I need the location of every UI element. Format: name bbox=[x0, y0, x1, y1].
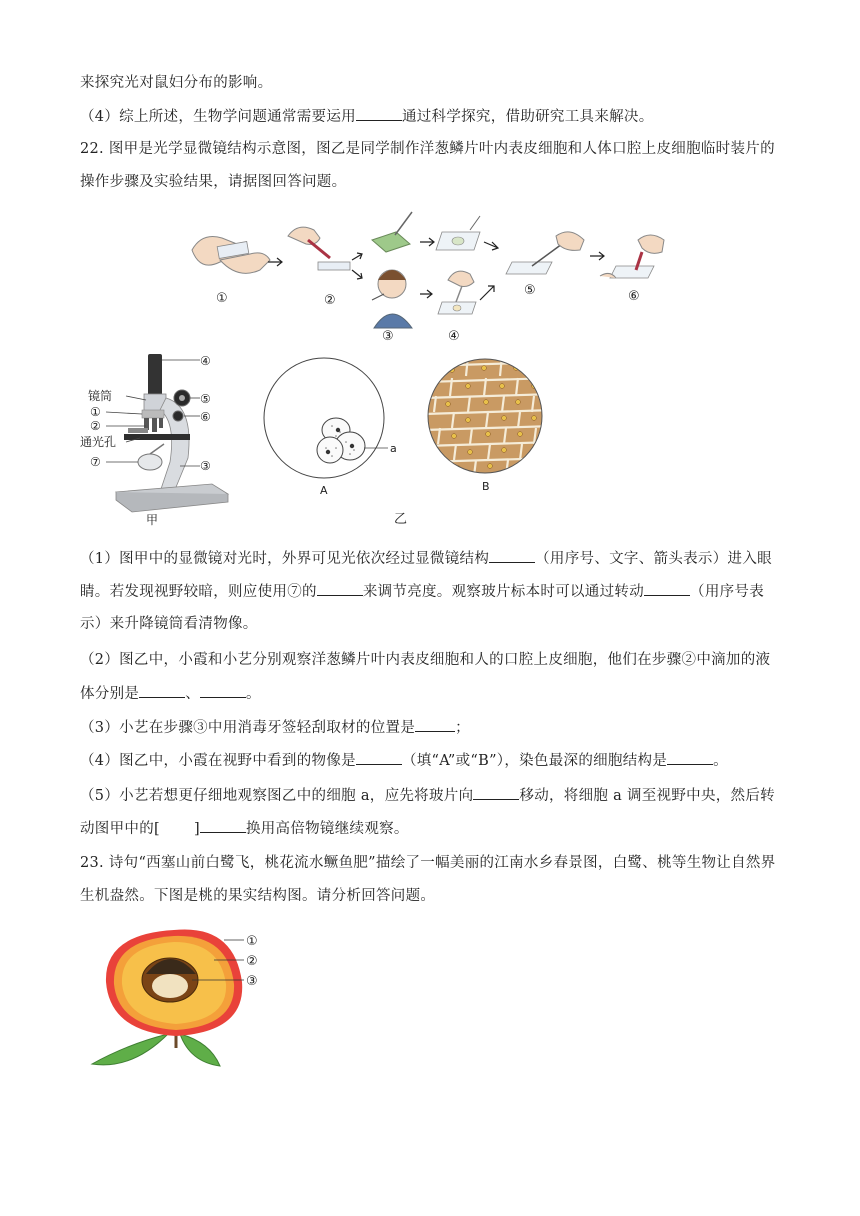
label-1: ① bbox=[90, 405, 101, 419]
question-23-line-2: 生机盎然。下图是桃的果实结构图。请分析回答问题。 bbox=[80, 888, 436, 904]
question-22-line-1: 22. 图甲是光学显微镜结构示意图，图乙是同学制作洋葱鳞片叶内表皮细胞和人体口腔上皮细胞临时装片的 bbox=[80, 141, 775, 157]
question-22-line-2: 操作步骤及实验结果，请据图回答问题。 bbox=[80, 174, 347, 190]
text-line-1: 来探究光对鼠妇分布的影响。 bbox=[80, 75, 273, 91]
sub-question-1-line-1: （1）图甲中的显微镜对光时，外界可见光依次经过显微镜结构 （用序号、文字、箭头表示）进入眼 bbox=[80, 548, 772, 569]
peach-label-1: ① bbox=[246, 934, 258, 949]
sub-question-5-line-1: （5）小艺若想更仔细地观察图乙中的细胞 a，应先将玻片向 移动，将细胞 a 调至视野中央，然后转 bbox=[80, 785, 775, 806]
view-a-figure bbox=[262, 356, 422, 506]
view-b-label: B bbox=[482, 480, 490, 493]
step-2-drawing bbox=[288, 227, 350, 270]
step-1-drawing bbox=[192, 237, 270, 274]
label-6: ⑥ bbox=[200, 410, 211, 424]
label-hole: 通光孔 bbox=[80, 435, 117, 449]
cell-a-label: a bbox=[390, 442, 397, 455]
step-6-drawing bbox=[600, 235, 664, 278]
caption-jia: 甲 bbox=[146, 513, 159, 527]
view-b-figure bbox=[424, 356, 554, 496]
onion-peel-drawing bbox=[372, 212, 412, 252]
person-step-3-drawing bbox=[372, 270, 412, 328]
step-label-5: ⑤ bbox=[524, 283, 536, 298]
label-4: ④ bbox=[200, 354, 211, 368]
sub-question-2-line-1: （2）图乙中，小霞和小艺分别观察洋葱鳞片叶内表皮细胞和人的口腔上皮细胞，他们在步骤②中滴加的液 bbox=[80, 652, 771, 668]
sub-question-4-line: （4）图乙中，小霞在视野中看到的物像是 （填“A”或“B”），染色最深的细胞结构是 。 bbox=[80, 750, 728, 771]
label-2: ② bbox=[90, 419, 101, 433]
microscope-figure bbox=[80, 348, 240, 528]
peach-label-2: ② bbox=[246, 954, 258, 969]
label-tube: 镜筒 bbox=[88, 389, 113, 403]
question-4-line: （4）综上所述，生物学问题通常需要运用 通过科学探究，借助研究工具来解决。 bbox=[80, 106, 654, 127]
caption-yi: 乙 bbox=[394, 512, 408, 527]
step-5-drawing bbox=[506, 232, 584, 274]
label-3: ③ bbox=[200, 459, 211, 473]
slide-with-sample bbox=[436, 216, 480, 250]
label-5: ⑤ bbox=[200, 392, 211, 406]
preparation-steps-figure bbox=[180, 210, 700, 345]
step-label-3: ③ bbox=[382, 329, 394, 344]
step-4-drawing bbox=[438, 271, 476, 314]
sub-question-3-line: （3）小艺在步骤③中用消毒牙签轻刮取材的位置是 ； bbox=[80, 717, 470, 738]
question-23-line-1: 23. 诗句“西塞山前白鹭飞，桃花流水鳜鱼肥”描绘了一幅美丽的江南水乡春景图，白鹭、桃等生物让自然界 bbox=[80, 855, 776, 871]
step-label-2: ② bbox=[324, 293, 336, 308]
label-7: ⑦ bbox=[90, 455, 101, 469]
sub-question-1-line-2: 睛。若发现视野较暗，则应使用⑦的 来调节亮度。观察玻片标本时可以通过转动 （用序号表 bbox=[80, 581, 764, 602]
step-label-4: ④ bbox=[448, 329, 460, 344]
view-a-label: A bbox=[320, 484, 328, 497]
sub-question-1-line-3: 示）来升降镜筒看清物像。 bbox=[80, 616, 258, 632]
step-label-1: ① bbox=[216, 291, 228, 306]
peach-label-3: ③ bbox=[246, 974, 258, 989]
sub-question-5-line-2: 动图甲中的[ ] 换用高倍物镜继续观察。 bbox=[80, 818, 409, 839]
peach-figure bbox=[88, 924, 278, 1074]
sub-question-2-line-2: 体分别是 、 。 bbox=[80, 683, 261, 704]
step-label-6: ⑥ bbox=[628, 289, 640, 304]
